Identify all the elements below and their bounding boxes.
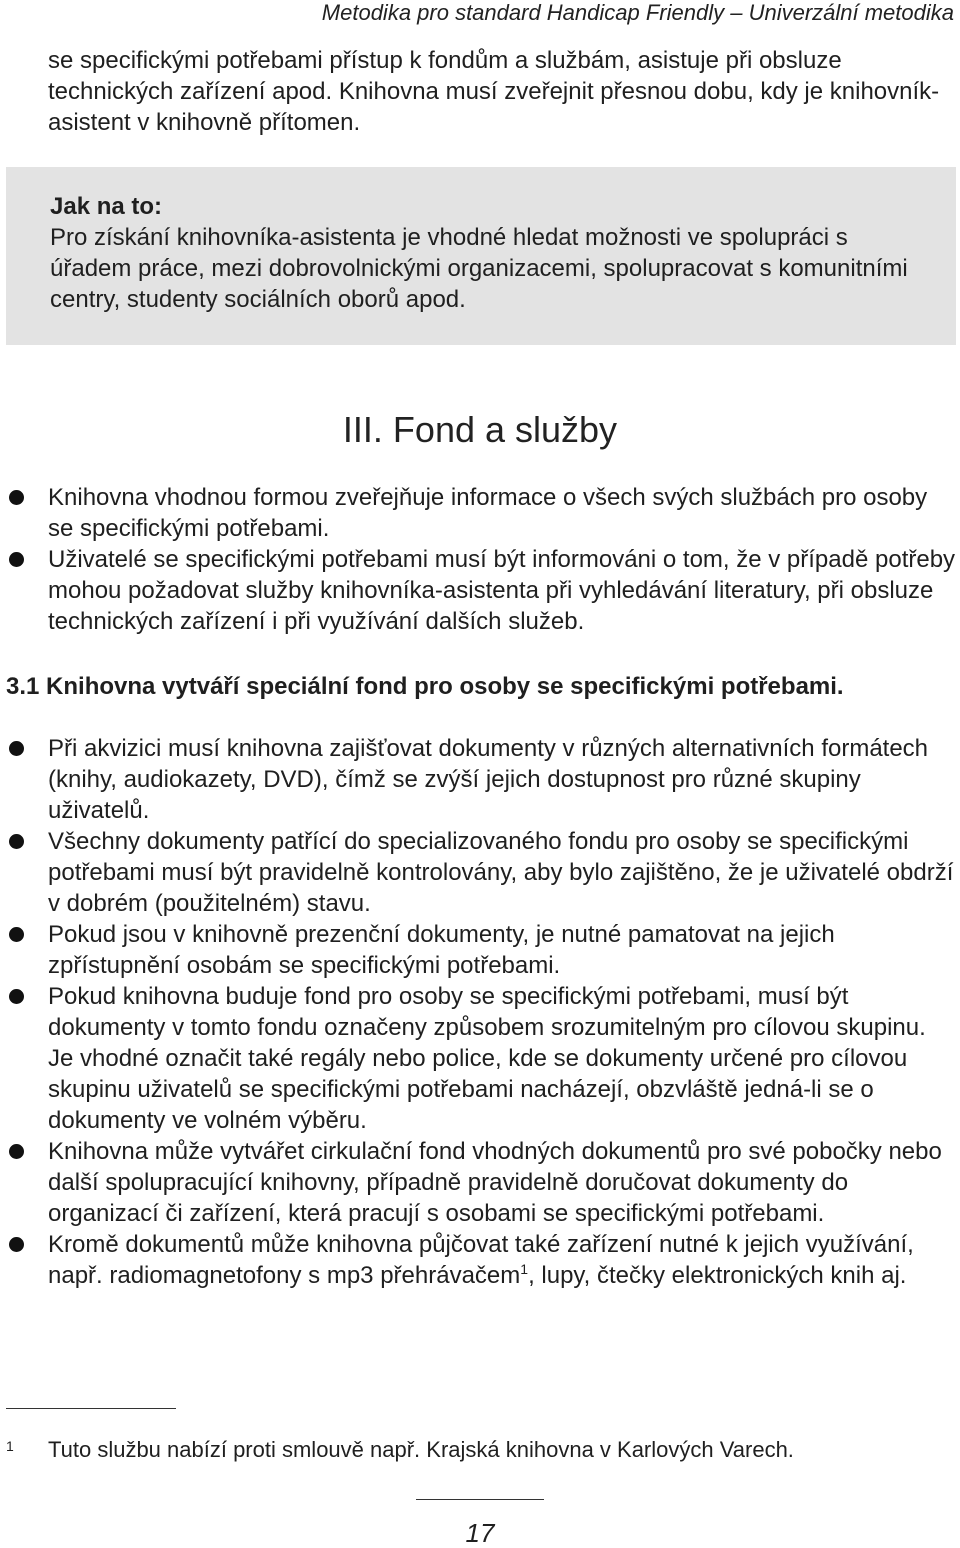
how-to-box — [6, 167, 956, 345]
bullet-icon — [9, 927, 24, 942]
bullet-icon — [9, 989, 24, 1004]
footnote-divider — [6, 1408, 176, 1409]
list-item-text: Pokud jsou v knihovně prezenční dokumenty, je nutné pamatovat na jejich zpřístupnění osobám se specifickými potřebami. — [48, 921, 835, 979]
subsection-title: 3.1 Knihovna vytváří speciální fond pro osoby se specifickými potřebami. — [6, 673, 844, 700]
how-to-title: Jak na to: — [50, 193, 163, 220]
list-item — [0, 1136, 956, 1229]
list-item-text: Knihovna vhodnou formou zveřejňuje informace o všech svých službách pro osoby se specifickými potřebami. — [48, 484, 928, 542]
page-number: 17 — [465, 1518, 495, 1548]
footnote-text: Tuto službu nabízí proti smlouvě např. Krajská knihovna v Karlových Varech. — [48, 1437, 794, 1462]
list-item — [0, 919, 956, 981]
list-item — [0, 733, 956, 826]
footnote-number: 1 — [6, 1438, 14, 1454]
page-number-divider — [416, 1499, 544, 1500]
bullet-icon — [9, 1237, 24, 1252]
bullet-icon — [9, 1144, 24, 1159]
intro-paragraph: se specifickými potřebami přístup k fondům a službám, asistuje při obsluze technických zařízení apod. Knihovna musí zveřejnit přesnou dobu, kdy je knihovník-asistent v knihovně přítomen. — [48, 47, 940, 136]
list-item-text: Všechny dokumenty patřící do specializovaného fondu pro osoby se specifickými potřebami musí být pravidelně kontrolovány, aby bylo zajištěno, že je uživatelé obdrží v dobrém (použitelném) stavu. — [48, 828, 954, 917]
list-item-text: Pokud knihovna buduje fond pro osoby se specifickými potřebami, musí být dokumenty v tomto fondu označeny způsobem srozumitelným pro cílovou skupinu. Je vhodné označit také regály nebo police, kde se dokumenty určené pro cílovou skupinu uživatelů se specifickými potřebami nacházejí, obzvláště jedná-li se o dokumenty ve volném výběru. — [48, 983, 926, 1134]
list-item — [0, 1229, 956, 1291]
list-item-text-before-ref: Kromě dokumentů může knihovna půjčovat také zařízení nutné k jejich využívání, např. radiomagnetofony s mp3 přehrávačem — [48, 1231, 914, 1289]
list-item-text: Při akvizici musí knihovna zajišťovat dokumenty v různých alternativních formátech (knihy, audiokazety, DVD), čímž se zvýší jejich dostupnost pro různé skupiny uživatelů. — [48, 735, 929, 824]
bullet-list-fund-services — [0, 482, 956, 637]
footnote-reference[interactable]: 1 — [520, 1261, 529, 1277]
bullet-icon — [9, 552, 24, 567]
bullet-icon — [9, 834, 24, 849]
bullet-icon — [9, 741, 24, 756]
list-item-text: Uživatelé se specifickými potřebami musí být informováni o tom, že v případě potřeby mohou požadovat služby knihovníka-asistenta při vyhledávání literatury, při obsluze technických zařízení i při využívání dalších služeb. — [48, 546, 956, 635]
list-item — [0, 544, 956, 637]
how-to-body: Pro získání knihovníka-asistenta je vhodné hledat možnosti ve spolupráci s úřadem práce, mezi dobrovolnickými organizacemi, spolupracovat s komunitními centry, studenty sociálních oborů apod. — [50, 224, 908, 313]
list-item — [0, 482, 956, 544]
bullet-list-special-fund — [0, 733, 956, 1291]
running-header: Metodika pro standard Handicap Friendly – Univerzální metodika — [321, 0, 954, 25]
list-item — [0, 826, 956, 919]
bullet-icon — [9, 490, 24, 505]
list-item — [0, 981, 956, 1136]
list-item-text-after-ref: , lupy, čtečky elektronických knih aj. — [528, 1262, 907, 1289]
list-item-text: Knihovna může vytvářet cirkulační fond vhodných dokumentů pro své pobočky nebo další spolupracující knihovny, případně pravidelně doručovat dokumenty do organizací či zařízení, která pracují s osobami se specifickými potřebami. — [48, 1138, 942, 1227]
section-title: III. Fond a služby — [342, 409, 618, 450]
